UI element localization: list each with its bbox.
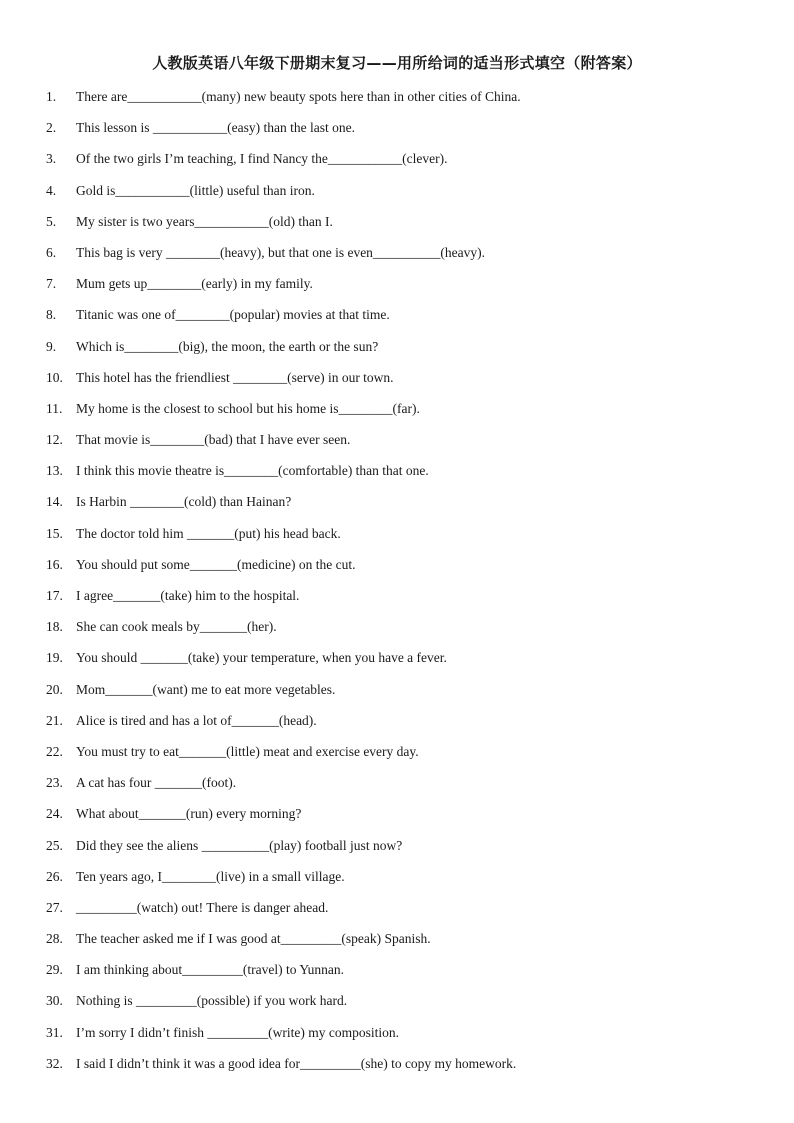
exercise-sentence: Of the two girls I’m teaching, I find Nancy the___________(clever). — [76, 151, 448, 167]
exercise-item — [0, 430, 794, 461]
exercise-number: 23. — [46, 775, 63, 791]
exercise-number: 21. — [46, 712, 63, 728]
exercise-sentence: What about_______(run) every morning? — [76, 806, 302, 822]
exercise-sentence: Did they see the aliens __________(play) football just now? — [76, 837, 403, 853]
exercise-sentence: I think this movie theatre is________(comfortable) than that one. — [76, 463, 429, 479]
exercise-sentence: This bag is very ________(heavy), but that one is even__________(heavy). — [76, 244, 486, 260]
exercise-item — [0, 991, 794, 1022]
page-title: 人教版英语八年级下册期末复习——用所给词的适当形式填空（附答案） — [152, 54, 642, 72]
exercise-item — [0, 87, 794, 118]
exercise-number: 7. — [46, 276, 57, 292]
exercise-item — [0, 586, 794, 617]
exercise-number: 10. — [46, 369, 63, 385]
exercise-number: 9. — [46, 338, 57, 354]
exercise-sentence: Is Harbin ________(cold) than Hainan? — [76, 494, 292, 510]
exercise-number: 30. — [46, 993, 63, 1009]
exercise-item — [0, 836, 794, 867]
exercise-item — [0, 555, 794, 586]
exercise-item — [0, 181, 794, 212]
exercise-item — [0, 1023, 794, 1054]
exercise-item — [0, 960, 794, 991]
exercise-item — [0, 524, 794, 555]
exercise-sentence: Mom_______(want) me to eat more vegetables. — [76, 681, 336, 697]
exercise-number: 3. — [46, 151, 57, 167]
exercise-number: 16. — [46, 556, 63, 572]
exercise-sentence: Which is________(big), the moon, the earth or the sun? — [76, 338, 379, 354]
exercise-number: 2. — [46, 120, 57, 136]
exercise-number: 1. — [46, 89, 57, 104]
exercise-number: 14. — [46, 494, 63, 510]
exercise-item — [0, 274, 794, 305]
exercise-item — [0, 680, 794, 711]
exercise-item — [0, 149, 794, 180]
exercise-sentence: There are___________(many) new beauty spots here than in other cities of China. — [76, 89, 521, 104]
exercise-number: 26. — [46, 868, 63, 884]
exercise-number: 28. — [46, 931, 63, 947]
exercise-item — [0, 617, 794, 648]
exercise-sentence: This lesson is ___________(easy) than the last one. — [76, 120, 355, 136]
exercise-sentence: This hotel has the friendliest ________(serve) in our town. — [76, 369, 394, 385]
exercise-list — [0, 87, 794, 1085]
exercise-sentence: Nothing is _________(possible) if you work hard. — [76, 993, 348, 1009]
exercise-item — [0, 929, 794, 960]
exercise-sentence: The doctor told him _______(put) his head back. — [76, 525, 341, 541]
exercise-item — [0, 773, 794, 804]
exercise-number: 18. — [46, 619, 63, 635]
exercise-number: 29. — [46, 962, 63, 978]
exercise-item — [0, 337, 794, 368]
exercise-sentence: She can cook meals by_______(her). — [76, 619, 277, 635]
exercise-sentence: I’m sorry I didn’t finish _________(write) my composition. — [76, 1024, 399, 1040]
exercise-sentence: I am thinking about_________(travel) to Yunnan. — [76, 962, 344, 978]
exercise-number: 20. — [46, 681, 63, 697]
exercise-number: 5. — [46, 213, 57, 229]
exercise-item — [0, 804, 794, 835]
exercise-number: 8. — [46, 307, 57, 323]
exercise-item — [0, 1054, 794, 1085]
exercise-number: 17. — [46, 588, 63, 603]
exercise-sentence: My sister is two years___________(old) than I. — [76, 213, 333, 229]
exercise-sentence: You should put some_______(medicine) on the cut. — [76, 556, 356, 572]
exercise-item — [0, 305, 794, 336]
exercise-sentence: Titanic was one of________(popular) movies at that time. — [76, 307, 390, 323]
exercise-number: 13. — [46, 463, 63, 479]
exercise-sentence: Ten years ago, I________(live) in a small village. — [76, 868, 345, 884]
exercise-sentence: The teacher asked me if I was good at_________(speak) Spanish. — [76, 931, 431, 947]
exercise-item — [0, 648, 794, 679]
exercise-number: 11. — [46, 400, 63, 416]
exercise-sentence: Alice is tired and has a lot of_______(head). — [76, 712, 317, 728]
exercise-number: 31. — [46, 1024, 63, 1040]
exercise-sentence: Gold is___________(little) useful than iron. — [76, 182, 315, 198]
exercise-sentence: Mum gets up________(early) in my family. — [76, 276, 313, 292]
exercise-item — [0, 243, 794, 274]
exercise-item — [0, 399, 794, 430]
exercise-number: 6. — [46, 244, 57, 260]
exercise-number: 32. — [46, 1055, 63, 1071]
exercise-sentence: _________(watch) out! There is danger ahead. — [76, 899, 329, 915]
exercise-item — [0, 492, 794, 523]
exercise-number: 19. — [46, 650, 63, 666]
exercise-number: 25. — [46, 837, 63, 853]
exercise-item — [0, 711, 794, 742]
exercise-sentence: That movie is________(bad) that I have ever seen. — [76, 432, 351, 448]
exercise-sentence: I agree_______(take) him to the hospital. — [76, 588, 300, 603]
exercise-item — [0, 212, 794, 243]
exercise-sentence: I said I didn’t think it was a good idea for_________(she) to copy my homework. — [76, 1055, 517, 1071]
exercise-sentence: You must try to eat_______(little) meat and exercise every day. — [76, 743, 419, 759]
exercise-item — [0, 898, 794, 929]
exercise-number: 24. — [46, 806, 63, 822]
exercise-number: 27. — [46, 899, 63, 915]
exercise-item — [0, 742, 794, 773]
exercise-number: 12. — [46, 432, 63, 448]
exercise-sentence: A cat has four _______(foot). — [76, 775, 237, 791]
exercise-item — [0, 461, 794, 492]
exercise-item — [0, 118, 794, 149]
exercise-sentence: You should _______(take) your temperature, when you have a fever. — [76, 650, 447, 666]
exercise-item — [0, 368, 794, 399]
exercise-sentence: My home is the closest to school but his home is________(far). — [76, 400, 420, 416]
exercise-item — [0, 867, 794, 898]
exercise-number: 15. — [46, 525, 63, 541]
exercise-number: 22. — [46, 743, 63, 759]
exercise-number: 4. — [46, 182, 57, 198]
